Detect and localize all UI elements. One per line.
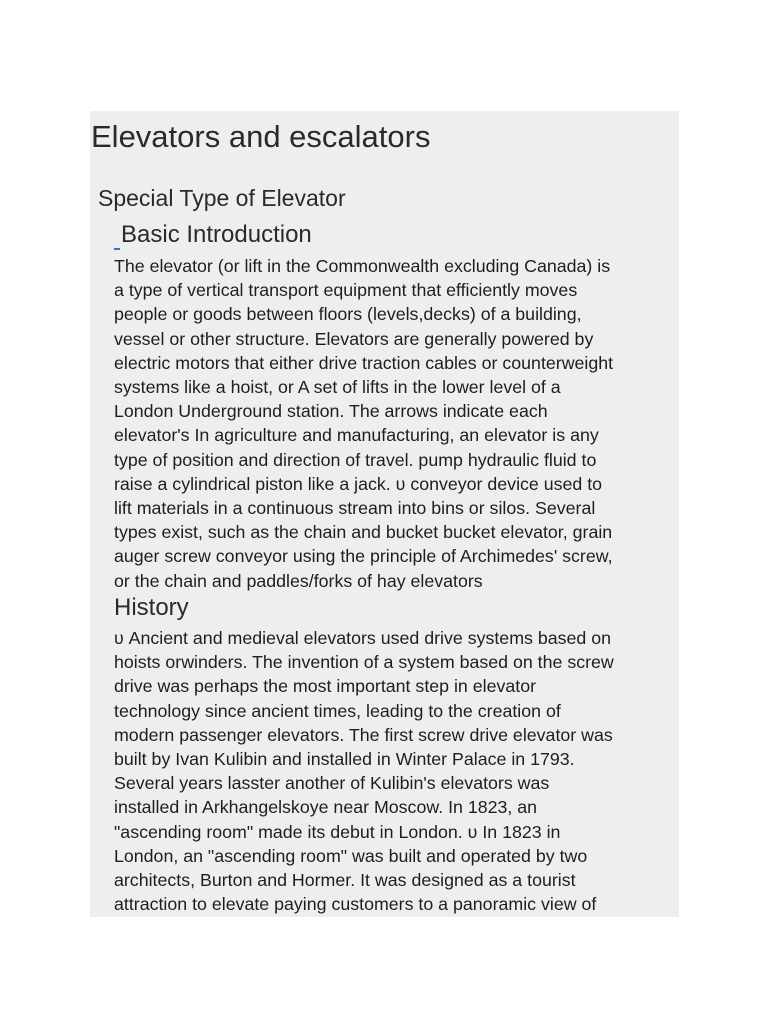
text-line: Several years lasster another of Kulibin's elevators was: [114, 773, 550, 794]
text-line: hoists orwinders. The invention of a system based on the screw: [114, 652, 614, 673]
text-line: υ Ancient and medieval elevators used drive systems based on: [114, 628, 611, 648]
text-line: architects, Burton and Hormer. It was designed as a tourist: [114, 870, 576, 891]
text-line: installed in Arkhangelskoye near Moscow. In 1823, an: [114, 797, 538, 818]
text-line: people or goods between floors (levels,decks) of a building,: [114, 304, 582, 325]
text-line: The elevator (or lift in the Commonwealth excluding Canada) is: [114, 256, 611, 276]
text-line: auger screw conveyor using the principle of Archimedes' screw,: [114, 546, 613, 567]
text-line: electric motors that either drive traction cables or counterweight: [114, 352, 614, 373]
text-line: raise a cylindrical piston like a jack. υ conveyor device used to: [114, 473, 603, 494]
heading-link-marker: [114, 224, 120, 250]
text-line: technology since ancient times, leading to the creation of: [114, 700, 561, 721]
section-body-basic-introduction: [114, 254, 678, 593]
section-heading-basic-introduction: [114, 220, 312, 250]
text-line: or the chain and paddles/forks of hay elevators: [114, 570, 483, 591]
text-line: type of position and direction of travel. pump hydraulic fluid to: [114, 449, 597, 470]
section-heading-history: History: [114, 594, 189, 621]
text-line: elevator's In agriculture and manufacturing, an elevator is any: [114, 425, 599, 446]
document-title: Elevators and escalators: [91, 119, 431, 154]
text-line: London, an "ascending room" was built and operated by two: [114, 845, 588, 866]
text-line: built by Ivan Kulibin and installed in Winter Palace in 1793.: [114, 749, 575, 770]
text-line: drive was perhaps the most important step in elevator: [114, 676, 537, 697]
text-line: attraction to elevate paying customers to a panoramic view of: [114, 894, 597, 915]
text-line: modern passenger elevators. The first screw drive elevator was: [114, 724, 613, 745]
section-body-history: [114, 626, 678, 916]
text-line: "ascending room" made its debut in London. υ In 1823 in: [114, 821, 561, 842]
document-subtitle: Special Type of Elevator: [98, 185, 346, 211]
text-line: a type of vertical transport equipment that efficiently moves: [114, 280, 578, 301]
text-line: systems like a hoist, or A set of lifts in the lower level of a: [114, 377, 561, 398]
text-line: lift materials in a continuous stream into bins or silos. Several: [114, 498, 596, 519]
section-heading-text: Basic Introduction: [121, 221, 312, 248]
text-line: vessel or other structure. Elevators are generally powered by: [114, 328, 594, 349]
text-line: London Underground station. The arrows indicate each: [114, 401, 548, 422]
text-line: types exist, such as the chain and bucket bucket elevator, grain: [114, 522, 613, 543]
